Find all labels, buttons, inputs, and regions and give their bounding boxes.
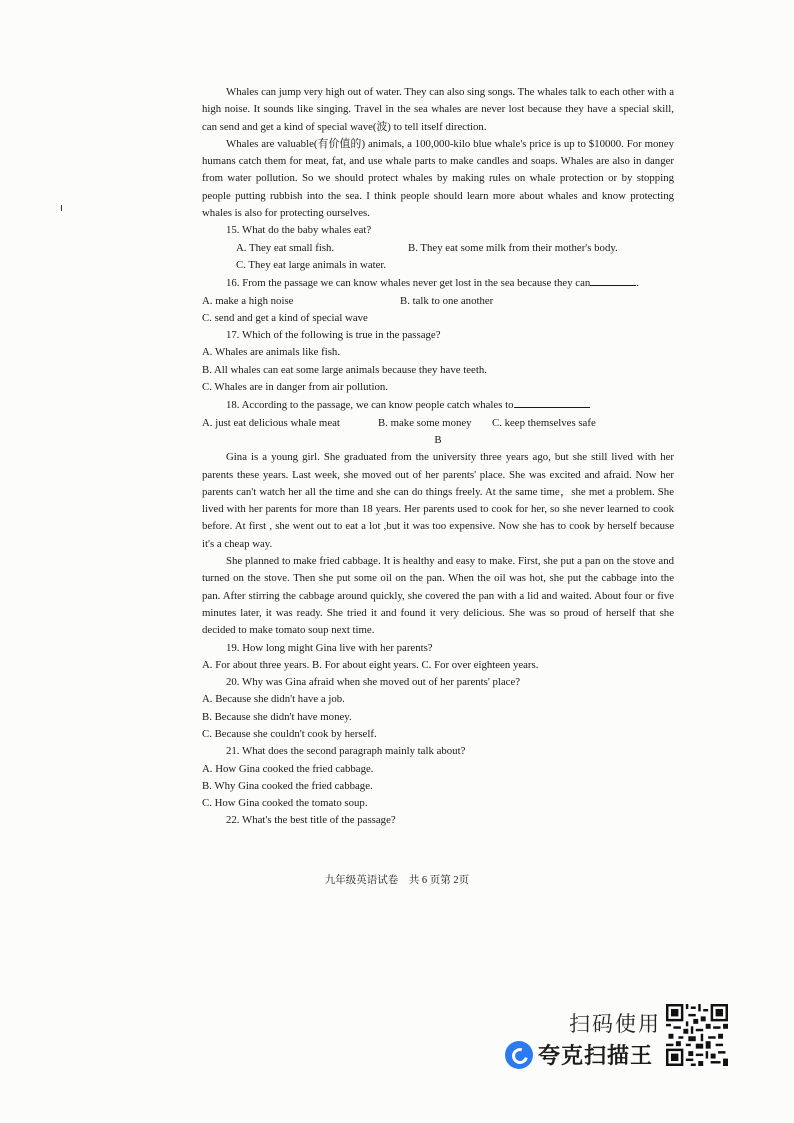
question-21-option-a: A. How Gina cooked the fried cabbage. xyxy=(202,762,374,775)
question-20-option-c: C. Because she couldn't cook by herself. xyxy=(202,727,377,740)
question-16-option-c: C. send and get a kind of special wave xyxy=(202,311,368,324)
question-17-option-a: A. Whales are animals like fish. xyxy=(202,346,341,359)
question-18-option-b: B. make some money xyxy=(378,416,472,429)
passage-a-paragraph-1: Whales can jump very high out of water. They can also sing songs. The whales talk to each other with a high noise. It sounds like singing. Travel in the sea whales are never lost because they have a special skill, can send and get a kind of special wave(波) to tell itself direction. xyxy=(202,86,674,133)
qr-code-icon[interactable] xyxy=(666,1004,728,1066)
question-18-blank xyxy=(514,396,590,408)
question-18-option-a: A. just eat delicious whale meat xyxy=(202,416,340,429)
scanner-brand-name: 夸克扫描王 xyxy=(538,1044,654,1069)
passage-b-paragraph-2: She planned to make fried cabbage. It is healthy and easy to make. First, she put a pan on the stove and turned on the stove. Then she put some oil on the pan. When the oil was hot, she put the cabbage into the pan. After stirring the cabbage around quickly, she covered the pan with a lid and waited. About four or five minutes later, it was ready. She tried it and found it very delicious. She was so proud of herself that she decided to make tomato soup next time. xyxy=(202,555,674,637)
passage-b-paragraph-1: Gina is a young girl. She graduated from the university three years ago, but she still lived with her parents these years. Last week, she moved out of her parents' place. She was excited and afraid. Now her parents can't watch her all the time and she can do things freely. At the same time，she met a problem. She lived with her parents for more than 18 years. Her parents used to cook for her, so she never learned to cook before. At first , she went out to eat a lot ,but it was too expensive. Now she has to cook by herself because it's a cheap way. xyxy=(202,451,674,550)
question-20-option-b: B. Because she didn't have money. xyxy=(202,710,352,723)
question-18 xyxy=(202,396,674,414)
question-18-option-c: C. keep themselves safe xyxy=(492,416,596,429)
question-21-option-c: C. How Gina cooked the tomato soup. xyxy=(202,797,368,810)
question-16-end: . xyxy=(636,277,639,290)
question-16-option-a: A. make a high noise xyxy=(202,294,294,307)
question-20: 20. Why was Gina afraid when she moved out of her parents' place? xyxy=(226,676,521,689)
question-15: 15. What do the baby whales eat? xyxy=(226,224,372,237)
question-16-text: 16. From the passage we can know whales never get lost in the sea because they can xyxy=(226,277,591,290)
question-17-option-c: C. Whales are in danger from air pollution. xyxy=(202,381,388,394)
question-15-option-b: B. They eat some milk from their mother's body. xyxy=(408,241,618,254)
question-16-options-row xyxy=(202,293,674,310)
quark-logo-icon xyxy=(505,1041,533,1069)
section-b-label: B xyxy=(434,433,442,446)
scan-to-use-label: 扫码使用 xyxy=(569,1012,661,1036)
question-19: 19. How long might Gina live with her parents? xyxy=(226,641,433,654)
question-19-options: A. For about three years. B. For about eight years. C. For over eighteen years. xyxy=(202,658,539,671)
question-16-blank xyxy=(590,274,636,286)
question-21-option-b: B. Why Gina cooked the fried cabbage. xyxy=(202,779,373,792)
exam-content xyxy=(202,84,674,830)
passage-a-paragraph-2: Whales are valuable(有价值的) animals, a 100,000-kilo blue whale's price is up to $10000. For money humans catch them for meat, fat, and use whale parts to make candles and soaps. Whales are also in danger from water pollution. So we should protect whales by making rules on whale protection or by stopping people putting rubbish into the sea. I think people should learn more about whales and know protecting whales is also for protecting ourselves. xyxy=(202,137,674,220)
margin-mark xyxy=(61,205,62,211)
question-18-options-row xyxy=(202,415,674,432)
question-15-option-c: C. They eat large animals in water. xyxy=(236,258,387,271)
question-17-option-b: B. All whales can eat some large animals because they have teeth. xyxy=(202,363,487,376)
question-20-option-a: A. Because she didn't have a job. xyxy=(202,693,345,706)
question-18-text: 18. According to the passage, we can know people catch whales to xyxy=(226,399,514,412)
question-17: 17. Which of the following is true in the passage? xyxy=(226,329,441,342)
question-15-option-a: A. They eat small fish. xyxy=(236,241,335,254)
question-21: 21. What does the second paragraph mainly talk about? xyxy=(226,745,466,758)
question-15-options-row xyxy=(202,240,674,257)
page-footer: 九年级英语试卷 共 6 页第 2页 xyxy=(324,875,470,886)
question-16 xyxy=(202,274,674,292)
question-16-option-b: B. talk to one another xyxy=(400,294,494,307)
question-22: 22. What's the best title of the passage? xyxy=(226,814,396,827)
